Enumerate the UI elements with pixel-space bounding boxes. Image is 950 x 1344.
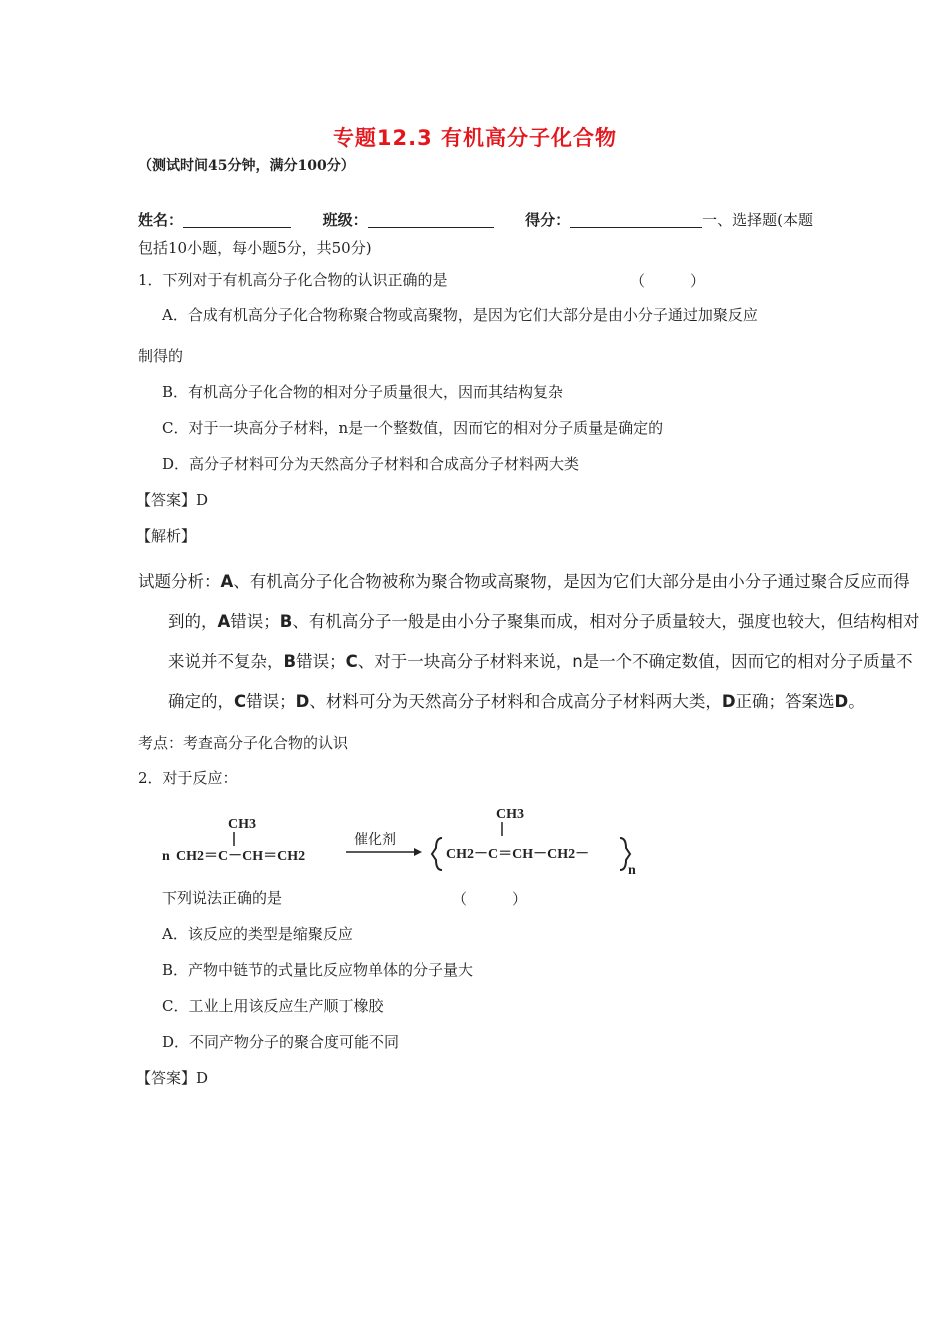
- q1-option-a: A．合成有机高分子化合物称聚合物或高聚物，是因为它们大部分是由小分子通过加聚反应: [162, 306, 758, 324]
- q1-kaodian: 考点：考查高分子化合物的认识: [138, 734, 349, 752]
- q2-option-d: D．不同产物分子的聚合度可能不同: [162, 1033, 400, 1051]
- reactant-coefficient: n: [162, 849, 170, 864]
- q1-option-c: C．对于一块高分子材料，n是一个整数值，因而它的相对分子质量是确定的: [162, 419, 664, 437]
- analysis-first-line: 试题分析：A、有机高分子化合物被称为聚合物或高聚物，是因为它们大部分是由小分子通过聚合反应而得: [138, 572, 910, 591]
- name-label: 姓名：: [138, 211, 184, 229]
- q2-answer: 【答案】D: [136, 1069, 209, 1087]
- catalyst-label: 催化剂: [354, 832, 396, 848]
- arrow-head: [414, 848, 422, 856]
- score-label: 得分：: [525, 211, 571, 229]
- q2-question: 下列说法正确的是: [162, 889, 283, 907]
- q1-answer-paren: （ ）: [630, 272, 706, 290]
- section-heading: 一、选择题(本题: [702, 211, 814, 229]
- q1-analysis: [138, 562, 928, 722]
- class-blank: [368, 211, 494, 228]
- q2-stem: 2．对于反应：: [138, 769, 238, 787]
- student-info-row: [138, 210, 813, 230]
- q1-option-a-cont: 制得的: [138, 347, 184, 365]
- reactant-methyl: CH3: [228, 817, 256, 832]
- reactant-formula: CH2＝C－CH＝CH2: [176, 849, 306, 864]
- q1-stem: 1．下列对于有机高分子化合物的认识正确的是: [138, 271, 448, 289]
- reaction-equation: [160, 798, 660, 880]
- class-label: 班级：: [322, 211, 368, 229]
- page-title: 专题12.3 有机高分子化合物: [332, 126, 618, 150]
- q2-option-a: A．该反应的类型是缩聚反应: [162, 925, 353, 943]
- q2-option-c: C．工业上用该反应生产顺丁橡胶: [162, 997, 384, 1015]
- q1-answer: 【答案】D: [136, 491, 209, 509]
- q1-analysis-heading: 【解析】: [136, 527, 197, 545]
- score-blank: [570, 211, 702, 228]
- q2-answer-paren: （ ）: [452, 890, 528, 908]
- name-blank: [183, 211, 291, 228]
- q1-option-d: D．高分子材料可分为天然高分子材料和合成高分子材料两大类: [162, 455, 580, 473]
- product-methyl: CH3: [496, 807, 524, 822]
- product-formula: CH2－C＝CH－CH2－: [446, 847, 590, 862]
- test-duration-note: （测试时间45分钟，满分100分）: [138, 158, 355, 174]
- product-subscript: n: [628, 863, 636, 878]
- analysis-continuation: 到的，A错误；B、有机高分子一般是由小分子聚集而成，相对分子质量较大，强度也较大，但结构相对来说并不复杂，B错误；C、对于一块高分子材料来说，n是一个不确定数值，因而它的相对分子质量不确定的，C错误；D、材料可分为天然高分子材料和合成高分子材料两大类，D正确；答案选D。: [168, 612, 920, 711]
- q2-option-b: B．产物中链节的式量比反应物单体的分子量大: [162, 961, 474, 979]
- section-description: 包括10小题，每小题5分，共50分): [138, 239, 372, 257]
- q1-option-b: B．有机高分子化合物的相对分子质量很大，因而其结构复杂: [162, 383, 564, 401]
